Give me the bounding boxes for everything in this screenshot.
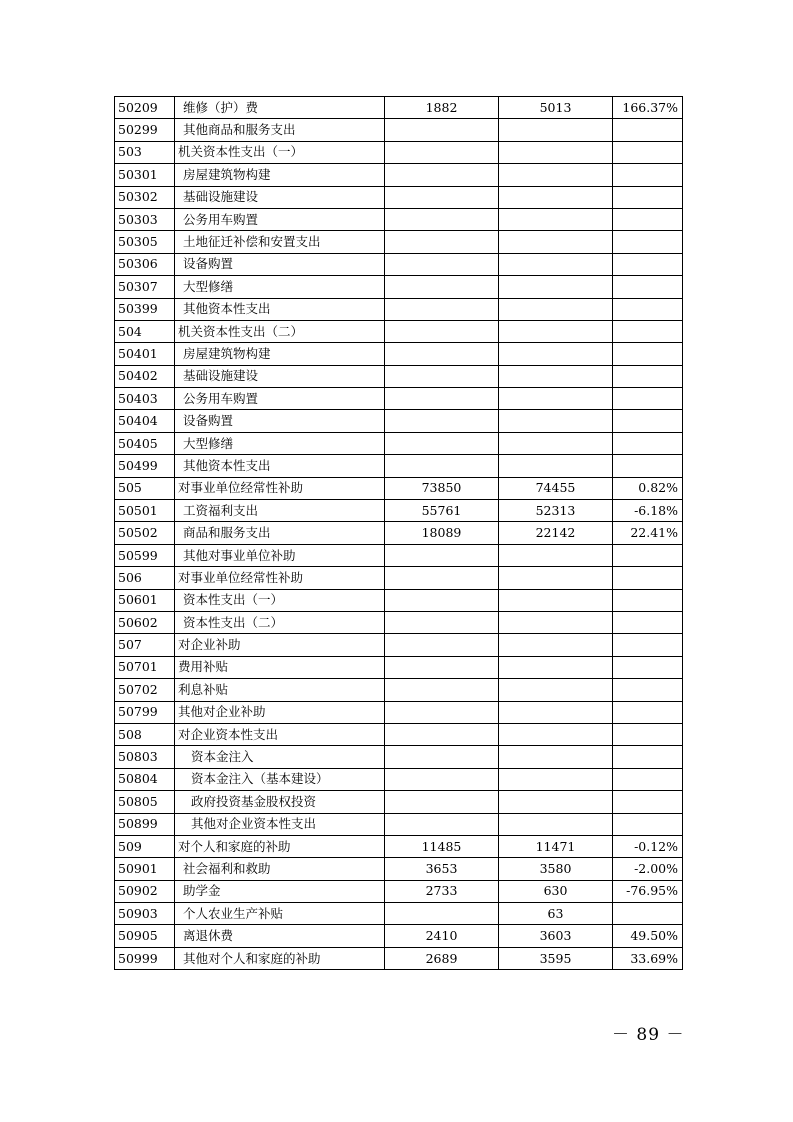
table-row	[115, 97, 683, 119]
table-row	[115, 164, 683, 186]
account-name-cell: 大型修缮	[175, 432, 385, 454]
account-name-cell: 大型修缮	[175, 276, 385, 298]
table-row	[115, 432, 683, 454]
current-value-cell	[499, 208, 613, 230]
table-row	[115, 589, 683, 611]
change-percent-cell	[613, 164, 683, 186]
current-value-cell	[499, 611, 613, 633]
change-percent-cell: -6.18%	[613, 500, 683, 522]
change-percent-cell	[613, 231, 683, 253]
change-percent-cell: 166.37%	[613, 97, 683, 119]
current-value-cell: 74455	[499, 477, 613, 499]
prior-value-cell	[385, 208, 499, 230]
account-code-cell: 505	[115, 477, 175, 499]
account-name-cell: 资本性支出（一）	[175, 589, 385, 611]
account-name-cell: 对个人和家庭的补助	[175, 835, 385, 857]
current-value-cell	[499, 343, 613, 365]
table-row	[115, 567, 683, 589]
account-name-cell: 其他资本性支出	[175, 455, 385, 477]
current-value-cell	[499, 455, 613, 477]
account-name-cell: 对企业资本性支出	[175, 723, 385, 745]
table-row	[115, 298, 683, 320]
page-number: － 89 －	[612, 1025, 685, 1045]
change-percent-cell	[613, 723, 683, 745]
table-row	[115, 253, 683, 275]
table-row	[115, 276, 683, 298]
table-row	[115, 544, 683, 566]
table-row	[115, 320, 683, 342]
current-value-cell	[499, 164, 613, 186]
current-value-cell: 630	[499, 880, 613, 902]
account-code-cell: 50307	[115, 276, 175, 298]
prior-value-cell	[385, 903, 499, 925]
change-percent-cell	[613, 343, 683, 365]
change-percent-cell	[613, 410, 683, 432]
table-row	[115, 768, 683, 790]
change-percent-cell	[613, 679, 683, 701]
account-name-cell: 设备购置	[175, 253, 385, 275]
account-name-cell: 土地征迁补偿和安置支出	[175, 231, 385, 253]
account-code-cell: 50701	[115, 656, 175, 678]
account-code-cell: 506	[115, 567, 175, 589]
account-code-cell: 50803	[115, 746, 175, 768]
prior-value-cell	[385, 746, 499, 768]
change-percent-cell	[613, 253, 683, 275]
account-name-cell: 政府投资基金股权投资	[175, 791, 385, 813]
account-code-cell: 50301	[115, 164, 175, 186]
table-row	[115, 634, 683, 656]
prior-value-cell	[385, 365, 499, 387]
table-row	[115, 455, 683, 477]
prior-value-cell	[385, 186, 499, 208]
account-name-cell: 机关资本性支出（二）	[175, 320, 385, 342]
account-name-cell: 公务用车购置	[175, 208, 385, 230]
account-code-cell: 50599	[115, 544, 175, 566]
prior-value-cell	[385, 164, 499, 186]
account-name-cell: 助学金	[175, 880, 385, 902]
account-code-cell: 50401	[115, 343, 175, 365]
account-code-cell: 50899	[115, 813, 175, 835]
account-code-cell: 50209	[115, 97, 175, 119]
current-value-cell	[499, 365, 613, 387]
change-percent-cell	[613, 186, 683, 208]
account-name-cell: 基础设施建设	[175, 186, 385, 208]
account-code-cell: 50804	[115, 768, 175, 790]
table-row	[115, 119, 683, 141]
prior-value-cell	[385, 320, 499, 342]
prior-value-cell: 1882	[385, 97, 499, 119]
change-percent-cell: 22.41%	[613, 522, 683, 544]
current-value-cell: 3603	[499, 925, 613, 947]
table-row	[115, 679, 683, 701]
account-code-cell: 507	[115, 634, 175, 656]
current-value-cell	[499, 791, 613, 813]
account-code-cell: 50306	[115, 253, 175, 275]
change-percent-cell	[613, 388, 683, 410]
current-value-cell	[499, 567, 613, 589]
change-percent-cell	[613, 813, 683, 835]
table-row	[115, 656, 683, 678]
account-name-cell: 其他对企业补助	[175, 701, 385, 723]
prior-value-cell	[385, 544, 499, 566]
current-value-cell	[499, 410, 613, 432]
account-code-cell: 50403	[115, 388, 175, 410]
table-row	[115, 791, 683, 813]
current-value-cell: 22142	[499, 522, 613, 544]
prior-value-cell	[385, 634, 499, 656]
table-row	[115, 186, 683, 208]
account-code-cell: 50302	[115, 186, 175, 208]
account-code-cell: 50903	[115, 903, 175, 925]
current-value-cell	[499, 276, 613, 298]
account-code-cell: 50501	[115, 500, 175, 522]
account-name-cell: 公务用车购置	[175, 388, 385, 410]
account-code-cell: 50602	[115, 611, 175, 633]
prior-value-cell	[385, 455, 499, 477]
change-percent-cell	[613, 544, 683, 566]
account-code-cell: 50404	[115, 410, 175, 432]
change-percent-cell	[613, 276, 683, 298]
account-code-cell: 50299	[115, 119, 175, 141]
account-code-cell: 50405	[115, 432, 175, 454]
table-row	[115, 701, 683, 723]
table-row	[115, 880, 683, 902]
current-value-cell	[499, 656, 613, 678]
account-name-cell: 资本金注入（基本建设）	[175, 768, 385, 790]
current-value-cell	[499, 701, 613, 723]
account-code-cell: 50305	[115, 231, 175, 253]
current-value-cell: 3595	[499, 947, 613, 969]
change-percent-cell	[613, 119, 683, 141]
table-row	[115, 343, 683, 365]
account-name-cell: 资本性支出（二）	[175, 611, 385, 633]
table-row	[115, 903, 683, 925]
prior-value-cell: 2410	[385, 925, 499, 947]
change-percent-cell: 0.82%	[613, 477, 683, 499]
table-row	[115, 410, 683, 432]
current-value-cell	[499, 432, 613, 454]
table-row	[115, 208, 683, 230]
prior-value-cell	[385, 723, 499, 745]
change-percent-cell: -76.95%	[613, 880, 683, 902]
prior-value-cell: 2689	[385, 947, 499, 969]
account-name-cell: 商品和服务支出	[175, 522, 385, 544]
prior-value-cell	[385, 791, 499, 813]
change-percent-cell	[613, 768, 683, 790]
account-code-cell: 50999	[115, 947, 175, 969]
current-value-cell	[499, 544, 613, 566]
account-code-cell: 50402	[115, 365, 175, 387]
account-name-cell: 离退休费	[175, 925, 385, 947]
current-value-cell	[499, 388, 613, 410]
account-code-cell: 50601	[115, 589, 175, 611]
account-name-cell: 其他对事业单位补助	[175, 544, 385, 566]
account-code-cell: 504	[115, 320, 175, 342]
budget-table	[114, 96, 683, 970]
prior-value-cell	[385, 611, 499, 633]
prior-value-cell	[385, 388, 499, 410]
current-value-cell: 3580	[499, 858, 613, 880]
current-value-cell	[499, 320, 613, 342]
account-code-cell: 50799	[115, 701, 175, 723]
prior-value-cell	[385, 813, 499, 835]
change-percent-cell	[613, 432, 683, 454]
current-value-cell: 11471	[499, 835, 613, 857]
table-row	[115, 746, 683, 768]
account-name-cell: 其他商品和服务支出	[175, 119, 385, 141]
change-percent-cell	[613, 656, 683, 678]
account-name-cell: 个人农业生产补贴	[175, 903, 385, 925]
change-percent-cell	[613, 208, 683, 230]
current-value-cell: 52313	[499, 500, 613, 522]
current-value-cell	[499, 679, 613, 701]
table-row	[115, 365, 683, 387]
account-name-cell: 其他资本性支出	[175, 298, 385, 320]
account-name-cell: 费用补贴	[175, 656, 385, 678]
current-value-cell	[499, 253, 613, 275]
change-percent-cell	[613, 365, 683, 387]
change-percent-cell	[613, 701, 683, 723]
account-code-cell: 50702	[115, 679, 175, 701]
current-value-cell	[499, 231, 613, 253]
account-code-cell: 50905	[115, 925, 175, 947]
prior-value-cell	[385, 276, 499, 298]
account-name-cell: 社会福利和救助	[175, 858, 385, 880]
current-value-cell	[499, 119, 613, 141]
account-name-cell: 对事业单位经常性补助	[175, 477, 385, 499]
prior-value-cell: 11485	[385, 835, 499, 857]
account-name-cell: 资本金注入	[175, 746, 385, 768]
prior-value-cell: 55761	[385, 500, 499, 522]
change-percent-cell	[613, 320, 683, 342]
prior-value-cell	[385, 343, 499, 365]
prior-value-cell	[385, 298, 499, 320]
table-row	[115, 835, 683, 857]
table-row	[115, 141, 683, 163]
account-code-cell: 50502	[115, 522, 175, 544]
change-percent-cell	[613, 589, 683, 611]
prior-value-cell	[385, 701, 499, 723]
current-value-cell: 63	[499, 903, 613, 925]
table-row	[115, 477, 683, 499]
table-row	[115, 723, 683, 745]
account-code-cell: 50901	[115, 858, 175, 880]
change-percent-cell: 49.50%	[613, 925, 683, 947]
prior-value-cell	[385, 141, 499, 163]
table-row	[115, 388, 683, 410]
prior-value-cell	[385, 589, 499, 611]
current-value-cell	[499, 813, 613, 835]
prior-value-cell	[385, 231, 499, 253]
current-value-cell	[499, 298, 613, 320]
account-name-cell: 工资福利支出	[175, 500, 385, 522]
change-percent-cell	[613, 298, 683, 320]
prior-value-cell	[385, 679, 499, 701]
change-percent-cell: 33.69%	[613, 947, 683, 969]
current-value-cell	[499, 186, 613, 208]
table-row	[115, 611, 683, 633]
current-value-cell	[499, 634, 613, 656]
table-row	[115, 500, 683, 522]
prior-value-cell	[385, 768, 499, 790]
account-name-cell: 基础设施建设	[175, 365, 385, 387]
change-percent-cell	[613, 634, 683, 656]
change-percent-cell	[613, 455, 683, 477]
prior-value-cell: 3653	[385, 858, 499, 880]
current-value-cell	[499, 768, 613, 790]
change-percent-cell: -0.12%	[613, 835, 683, 857]
prior-value-cell: 2733	[385, 880, 499, 902]
account-code-cell: 50303	[115, 208, 175, 230]
account-name-cell: 其他对企业资本性支出	[175, 813, 385, 835]
account-name-cell: 房屋建筑物构建	[175, 164, 385, 186]
change-percent-cell	[613, 567, 683, 589]
account-code-cell: 508	[115, 723, 175, 745]
account-code-cell: 50499	[115, 455, 175, 477]
table-row	[115, 522, 683, 544]
prior-value-cell: 73850	[385, 477, 499, 499]
prior-value-cell	[385, 567, 499, 589]
change-percent-cell	[613, 141, 683, 163]
account-code-cell: 50399	[115, 298, 175, 320]
prior-value-cell: 18089	[385, 522, 499, 544]
table-row	[115, 858, 683, 880]
prior-value-cell	[385, 432, 499, 454]
account-name-cell: 设备购置	[175, 410, 385, 432]
prior-value-cell	[385, 119, 499, 141]
change-percent-cell	[613, 611, 683, 633]
table-row	[115, 813, 683, 835]
account-name-cell: 对企业补助	[175, 634, 385, 656]
account-code-cell: 50805	[115, 791, 175, 813]
prior-value-cell	[385, 410, 499, 432]
prior-value-cell	[385, 656, 499, 678]
account-code-cell: 503	[115, 141, 175, 163]
account-name-cell: 机关资本性支出（一）	[175, 141, 385, 163]
account-name-cell: 利息补贴	[175, 679, 385, 701]
table-row	[115, 947, 683, 969]
change-percent-cell	[613, 791, 683, 813]
change-percent-cell: -2.00%	[613, 858, 683, 880]
change-percent-cell	[613, 746, 683, 768]
table-row	[115, 231, 683, 253]
prior-value-cell	[385, 253, 499, 275]
account-name-cell: 房屋建筑物构建	[175, 343, 385, 365]
account-code-cell: 50902	[115, 880, 175, 902]
current-value-cell	[499, 723, 613, 745]
account-name-cell: 其他对个人和家庭的补助	[175, 947, 385, 969]
account-code-cell: 509	[115, 835, 175, 857]
budget-table-body	[115, 97, 683, 970]
current-value-cell	[499, 589, 613, 611]
current-value-cell	[499, 746, 613, 768]
account-name-cell: 对事业单位经常性补助	[175, 567, 385, 589]
current-value-cell	[499, 141, 613, 163]
table-row	[115, 925, 683, 947]
current-value-cell: 5013	[499, 97, 613, 119]
change-percent-cell	[613, 903, 683, 925]
account-name-cell: 维修（护）费	[175, 97, 385, 119]
